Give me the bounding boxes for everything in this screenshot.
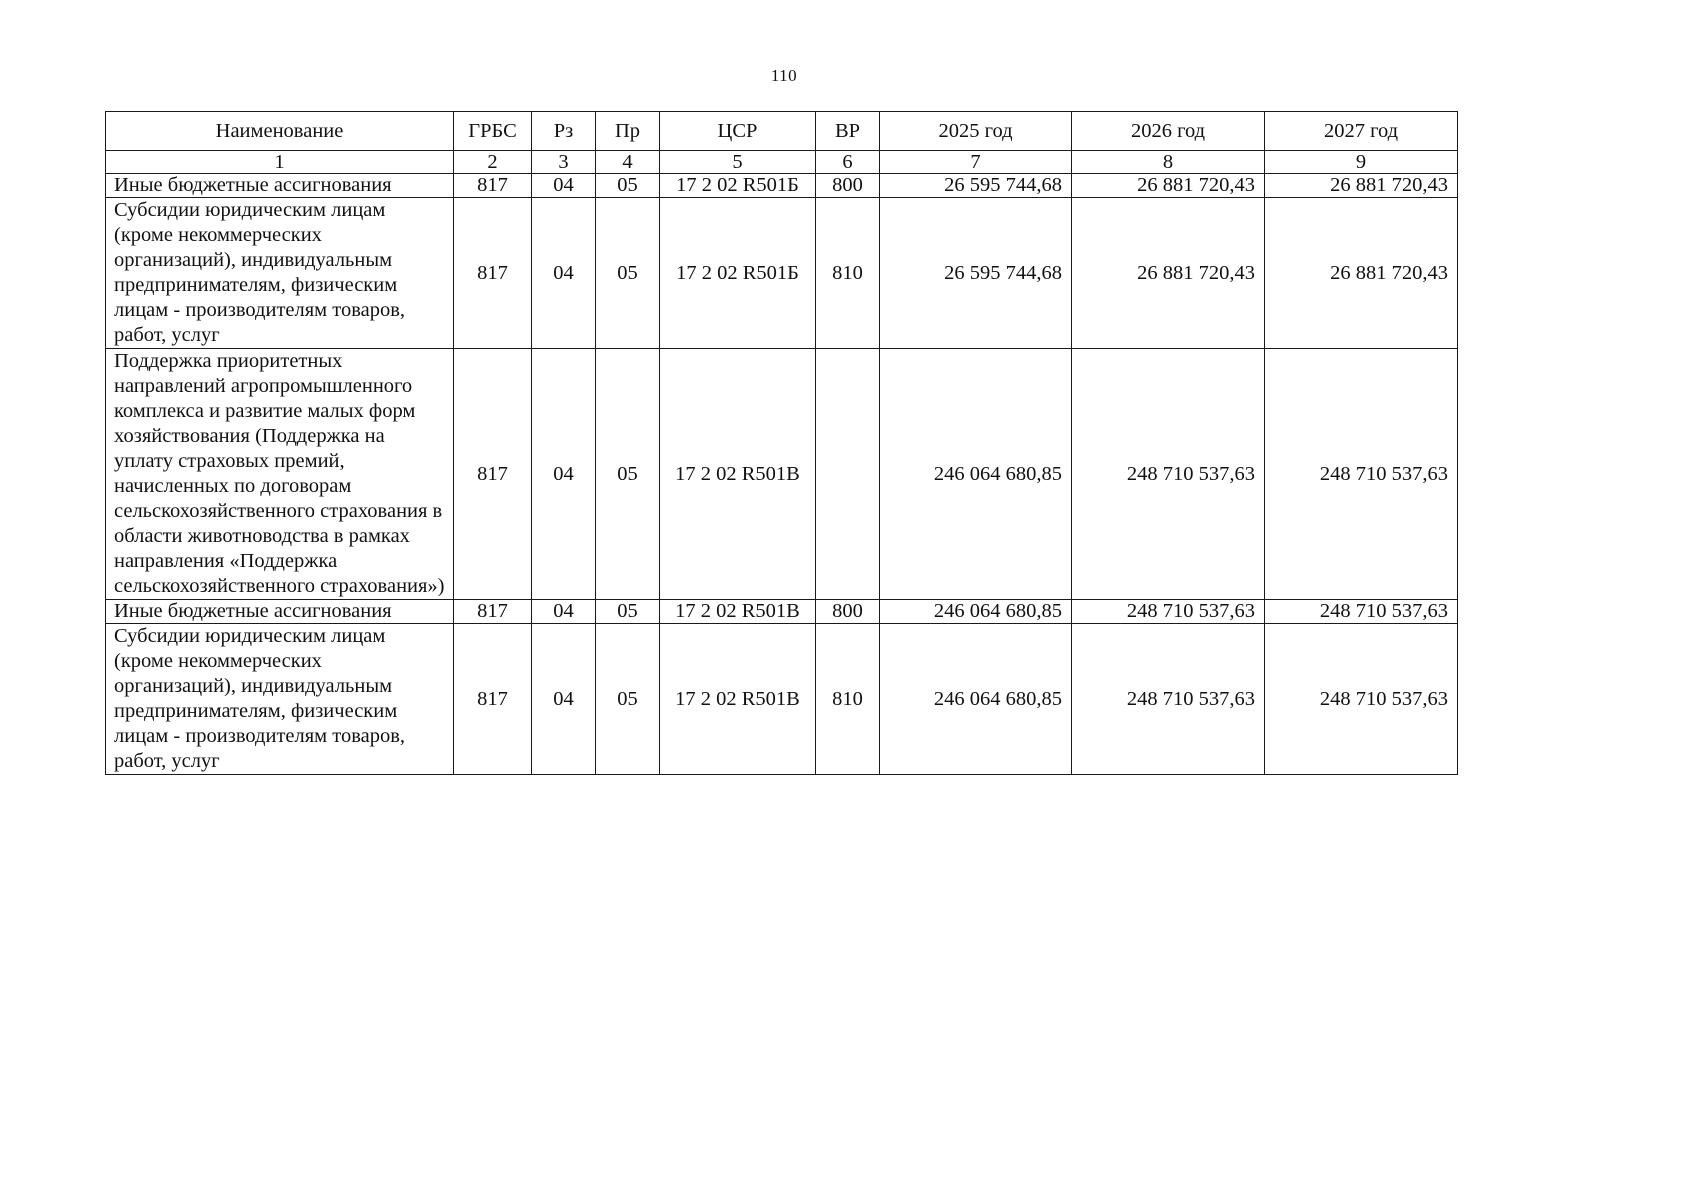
column-number: 9 — [1265, 151, 1458, 174]
budget-table — [105, 111, 1458, 775]
row-amount-2025: 26 595 744,68 — [880, 174, 1072, 198]
row-csr: 17 2 02 R501В — [660, 624, 816, 775]
row-amount-2026: 248 710 537,63 — [1072, 624, 1265, 775]
row-name: Субсидии юридическим лицам (кроме некоммерческих организаций), индивидуальным предпринимателям, физическим лицам - производителям товаров, работ, услуг — [106, 198, 454, 349]
row-rz: 04 — [532, 624, 596, 775]
row-vr — [816, 349, 880, 600]
table-row — [106, 349, 1458, 600]
row-csr: 17 2 02 R501В — [660, 600, 816, 624]
row-csr: 17 2 02 R501В — [660, 349, 816, 600]
header-pr: Пр — [596, 112, 660, 151]
row-pr: 05 — [596, 174, 660, 198]
column-number: 8 — [1072, 151, 1265, 174]
column-number: 5 — [660, 151, 816, 174]
row-amount-2026: 248 710 537,63 — [1072, 600, 1265, 624]
row-grbs: 817 — [454, 174, 532, 198]
row-rz: 04 — [532, 600, 596, 624]
table-header-row — [106, 112, 1458, 151]
header-2026: 2026 год — [1072, 112, 1265, 151]
header-vr: ВР — [816, 112, 880, 151]
row-grbs: 817 — [454, 600, 532, 624]
header-csr: ЦСР — [660, 112, 816, 151]
column-number: 2 — [454, 151, 532, 174]
row-vr: 810 — [816, 198, 880, 349]
page-number: 110 — [770, 66, 798, 85]
header-name: Наименование — [106, 112, 454, 151]
header-grbs: ГРБС — [454, 112, 532, 151]
row-amount-2026: 26 881 720,43 — [1072, 174, 1265, 198]
row-amount-2026: 248 710 537,63 — [1072, 349, 1265, 600]
row-name: Иные бюджетные ассигнования — [106, 600, 454, 624]
table-row — [106, 174, 1458, 198]
row-vr: 800 — [816, 600, 880, 624]
row-rz: 04 — [532, 174, 596, 198]
row-grbs: 817 — [454, 624, 532, 775]
row-name: Иные бюджетные ассигнования — [106, 174, 454, 198]
row-grbs: 817 — [454, 349, 532, 600]
row-amount-2027: 248 710 537,63 — [1265, 600, 1458, 624]
row-amount-2027: 26 881 720,43 — [1265, 198, 1458, 349]
column-number: 1 — [106, 151, 454, 174]
table-row — [106, 198, 1458, 349]
table-row — [106, 624, 1458, 775]
column-number: 6 — [816, 151, 880, 174]
row-pr: 05 — [596, 198, 660, 349]
table-row — [106, 600, 1458, 624]
row-amount-2027: 248 710 537,63 — [1265, 624, 1458, 775]
row-pr: 05 — [596, 624, 660, 775]
row-amount-2027: 248 710 537,63 — [1265, 349, 1458, 600]
row-amount-2027: 26 881 720,43 — [1265, 174, 1458, 198]
column-number: 3 — [532, 151, 596, 174]
row-name: Поддержка приоритетных направлений агропромышленного комплекса и развитие малых форм хозяйствования (Поддержка на уплату страховых премий, начисленных по договорам сельскохозяйственного страхования в области животноводства в рамках направления «Поддержка сельскохозяйственного страхования») — [106, 349, 454, 600]
column-number-row — [106, 151, 1458, 174]
row-pr: 05 — [596, 349, 660, 600]
row-grbs: 817 — [454, 198, 532, 349]
row-pr: 05 — [596, 600, 660, 624]
row-amount-2025: 246 064 680,85 — [880, 600, 1072, 624]
row-amount-2025: 246 064 680,85 — [880, 624, 1072, 775]
row-amount-2026: 26 881 720,43 — [1072, 198, 1265, 349]
row-vr: 810 — [816, 624, 880, 775]
column-number: 7 — [880, 151, 1072, 174]
row-csr: 17 2 02 R501Б — [660, 174, 816, 198]
row-vr: 800 — [816, 174, 880, 198]
header-rz: Рз — [532, 112, 596, 151]
row-name: Субсидии юридическим лицам (кроме некоммерческих организаций), индивидуальным предпринимателям, физическим лицам - производителям товаров, работ, услуг — [106, 624, 454, 775]
header-2027: 2027 год — [1265, 112, 1458, 151]
row-amount-2025: 246 064 680,85 — [880, 349, 1072, 600]
column-number: 4 — [596, 151, 660, 174]
row-rz: 04 — [532, 198, 596, 349]
row-amount-2025: 26 595 744,68 — [880, 198, 1072, 349]
row-rz: 04 — [532, 349, 596, 600]
header-2025: 2025 год — [880, 112, 1072, 151]
row-csr: 17 2 02 R501Б — [660, 198, 816, 349]
